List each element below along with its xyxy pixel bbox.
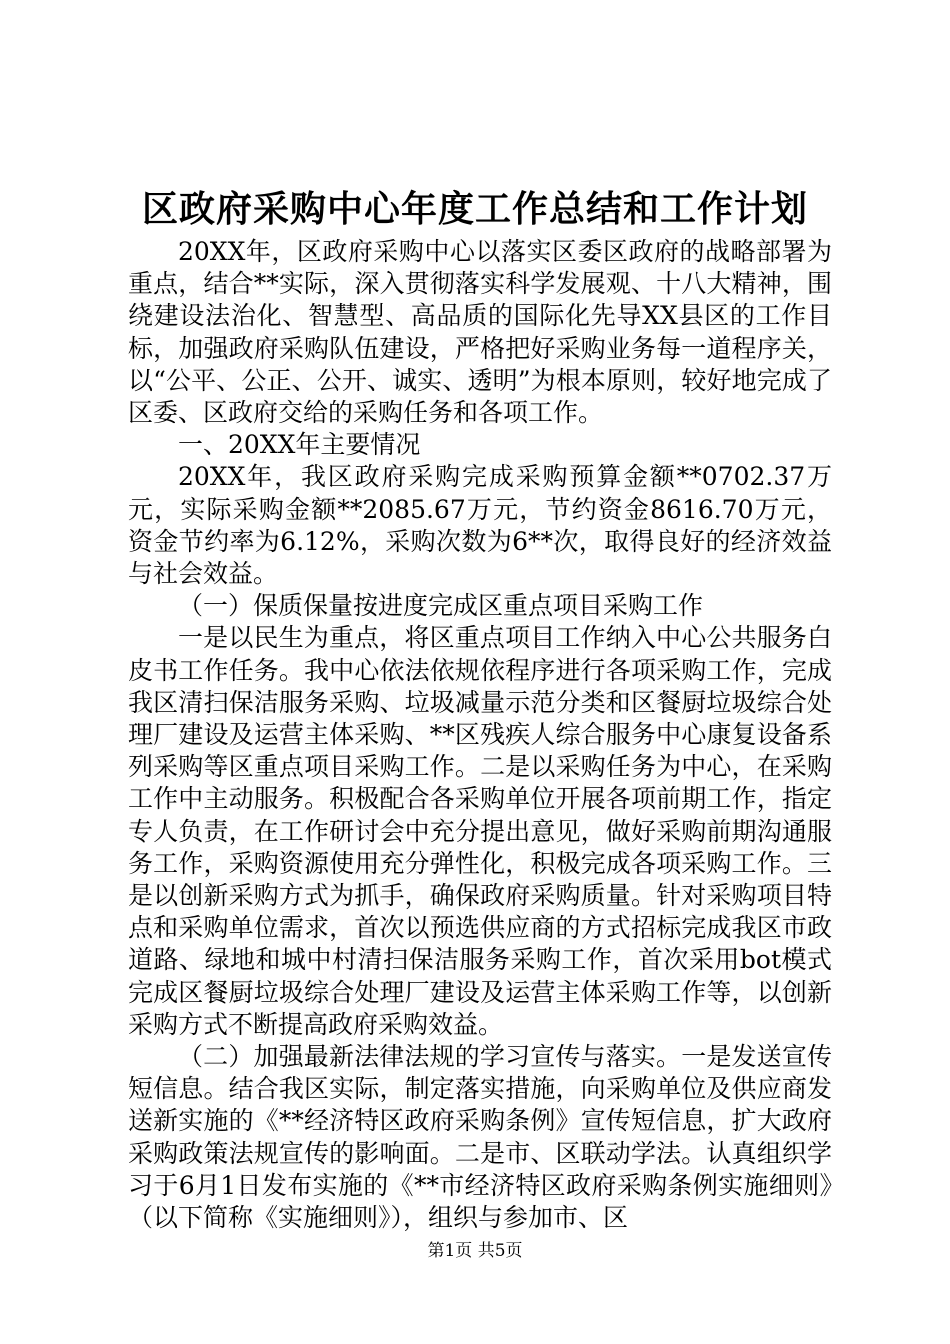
document-title: 区政府采购中心年度工作总结和工作计划 [141, 188, 808, 230]
paragraph-intro: 20XX年，区政府采购中心以落实区委区政府的战略部署为重点，结合**实际，深入贯彻落实科学发展观、十八大精神，围绕建设法治化、智慧型、高品质的国际化先导XX县区的工作目标，加强政府采购队伍建设，严格把好采购业务每一道程序关，以“公平、公正、公开、诚实、透明”为根本原则，较好地完成了区委、区政府交给的采购任务和各项工作。 [128, 237, 832, 428]
subsection-heading-key-projects: （一）保质保量按进度完成区重点项目采购工作 [178, 591, 704, 621]
section-heading-main-situation: 一、20XX年主要情况 [178, 430, 421, 460]
paragraph-key-projects: 一是以民生为重点，将区重点项目工作纳入中心公共服务白皮书工作任务。我中心依法依规依程序进行各项采购工作，完成我区清扫保洁服务采购、垃圾减量示范分类和区餐厨垃圾综合处理厂建设及运营主体采购、**区残疾人综合服务中心康复设备系列采购等区重点项目采购工作。二是以采购任务为中心，在采购工作中主动服务。积极配合各采购单位开展各项前期工作，指定专人负责，在工作研讨会中充分提出意见，做好采购前期沟通服务工作，采购资源使用充分弹性化，积极完成各项采购工作。三是以创新采购方式为抓手，确保政府采购质量。针对采购项目特点和采购单位需求，首次以预选供应商的方式招标完成我区市政道路、绿地和城中村清扫保洁服务采购工作，首次采用bot模式完成区餐厨垃圾综合处理厂建设及运营主体采购工作等，以创新采购方式不断提高政府采购效益。 [128, 623, 832, 1039]
document-body [128, 236, 832, 1234]
page-footer: 第1页 共5页 [427, 1241, 523, 1261]
paragraph-procurement-figures: 20XX年，我区政府采购完成采购预算金额**0702.37万元，实际采购金额**2085.67万元，节约资金8616.70万元，资金节约率为6.12%，采购次数为6**次，取得良好的经济效益与社会效益。 [128, 462, 832, 589]
paragraph-law-publicity: （二）加强最新法律法规的学习宣传与落实。一是发送宣传短信息。结合我区实际，制定落实措施，向采购单位及供应商发送新实施的《**经济特区政府采购条例》宣传短信息，扩大政府采购政策法规宣传的影响面。二是市、区联动学法。认真组织学习于6月1日发布实施的《**市经济特区政府采购条例实施细则》（以下简称《实施细则》），组织与参加市、区 [128, 1042, 832, 1233]
